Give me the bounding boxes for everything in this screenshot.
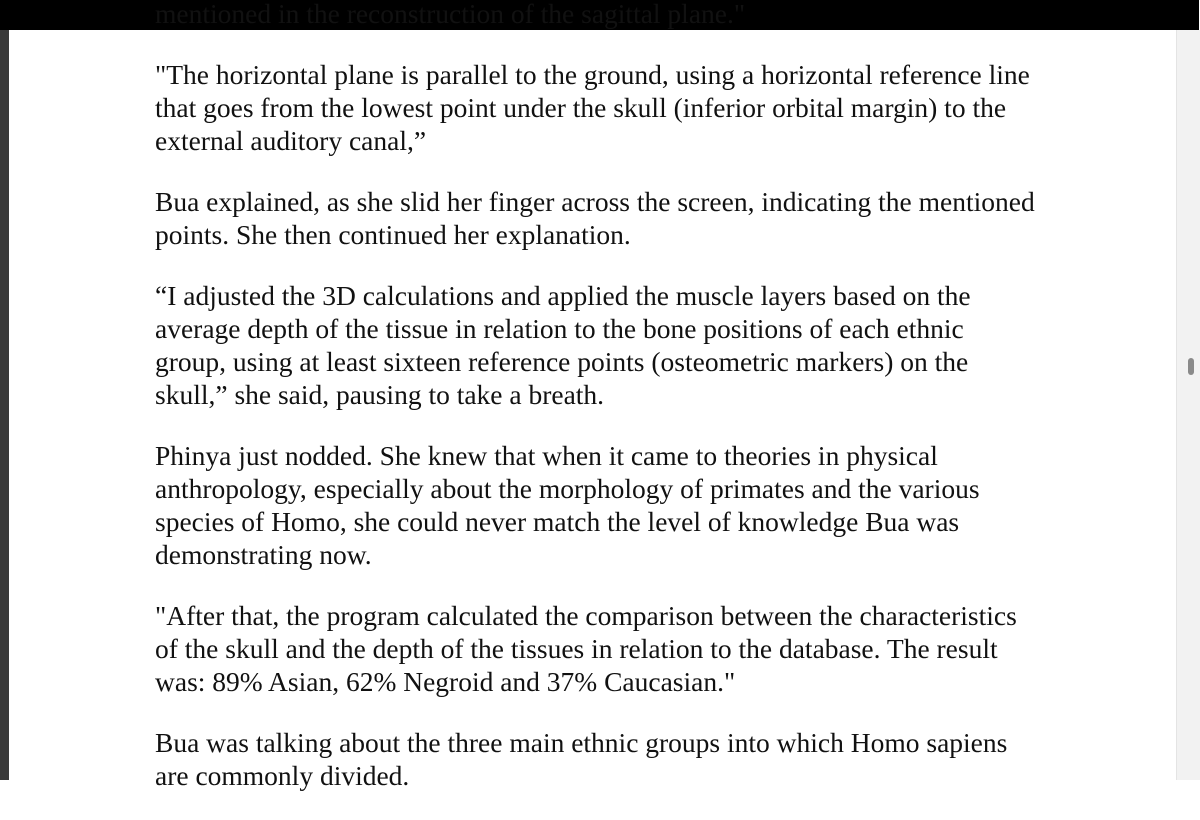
paragraph: "After that, the program calculated the comparison between the characteristics of the skull and the depth of the tissues in relation to the database. The result was: 89% Asian, 62% Negroid and 37% Caucasian." <box>155 600 1017 697</box>
paragraph: Bua was talking about the three main ethnic groups into which Homo sapiens are commonly divided. <box>155 727 1008 791</box>
paragraph: Phinya just nodded. She knew that when it came to theories in physical anthropology, especially about the morphology of primates and the various species of Homo, she could never match the level of knowledge Bua was demonstrating now. <box>155 440 980 570</box>
paragraph: “I adjusted the 3D calculations and applied the muscle layers based on the average depth of the tissue in relation to the bone positions of each ethnic group, using at least sixteen reference points (osteometric markers) on the skull,” she said, pausing to take a breath. <box>155 280 971 410</box>
document-page <box>9 0 1176 791</box>
paragraph: Bua explained, as she slid her finger across the screen, indicating the mentioned points. She then continued her explanation. <box>155 186 1035 250</box>
paragraph: "The horizontal plane is parallel to the ground, using a horizontal reference line that goes from the lowest point under the skull (inferior orbital margin) to the external auditory canal,” <box>155 59 1030 156</box>
paragraph: mentioned in the reconstruction of the sagittal plane." <box>155 0 746 29</box>
scrollbar-thumb[interactable] <box>1188 358 1194 375</box>
document-body <box>155 0 1035 820</box>
vertical-scrollbar[interactable] <box>1176 30 1200 780</box>
left-margin <box>0 30 9 780</box>
